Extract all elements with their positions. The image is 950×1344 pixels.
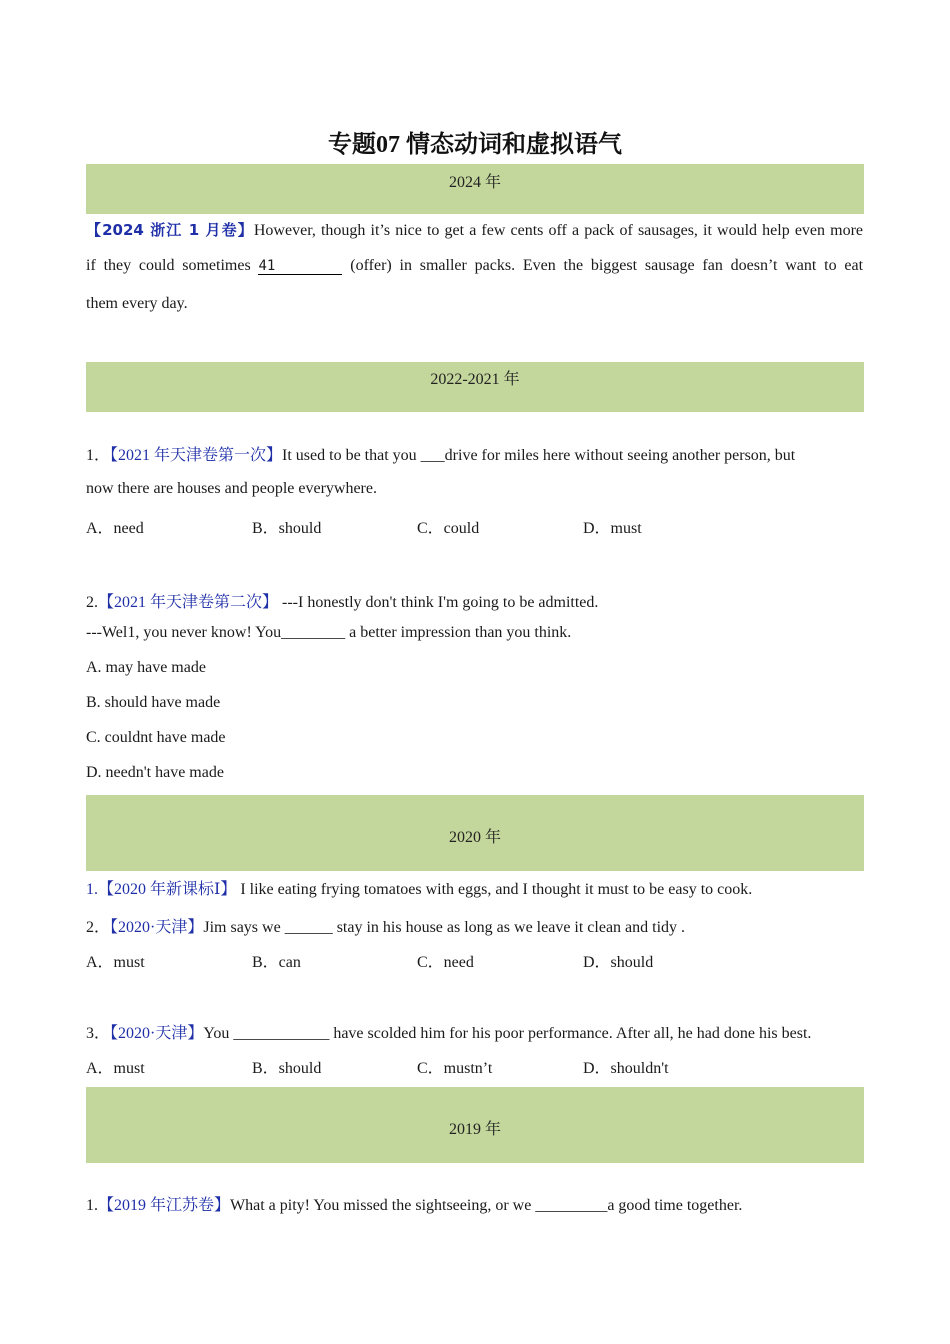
section-header-2020 [86, 795, 864, 871]
option-b: B．should [252, 1060, 322, 1077]
page-title: 专题07 情态动词和虚拟语气 [328, 132, 622, 158]
option-a: A．need [86, 520, 144, 537]
section-title: 2022-2021 年 [430, 371, 520, 388]
section-title: 2020 年 [448, 829, 501, 846]
options-row [86, 949, 786, 969]
question-2020-2 [86, 914, 685, 937]
section-header-2019 [86, 1087, 864, 1163]
question-2021-1-line2: now there are houses and people everywhere. [86, 480, 377, 497]
question-2024-line2 [86, 257, 863, 275]
question-2020-3 [86, 1020, 811, 1043]
question-number: 1. [86, 881, 98, 898]
answer-blank: 41 [258, 258, 342, 275]
option-d: D. needn't have made [86, 764, 224, 781]
option-c: C. couldnt have made [86, 729, 226, 746]
question-text: What a pity! You missed the sightseeing, or we _________a good time together. [230, 1197, 743, 1214]
section-title: 2024 年 [448, 174, 501, 191]
question-number: 3． [86, 1025, 111, 1042]
question-2021-1-line1 [86, 442, 795, 465]
option-b: B．should [252, 520, 322, 537]
question-number: 2． [86, 919, 111, 936]
option-b: B. should have made [86, 694, 221, 711]
option-a: A. may have made [86, 659, 206, 676]
section-header-2024 [86, 164, 864, 214]
section-title: 2019 年 [448, 1121, 501, 1138]
option-d: D．must [583, 520, 642, 537]
question-2020-1 [86, 876, 752, 899]
question-number: 2. [86, 594, 98, 611]
options-row [86, 1055, 786, 1075]
question-2024-line1 [86, 219, 863, 240]
section-header-2022-2021 [86, 362, 864, 412]
question-2021-2-line2: ---Wel1, you never know! You________ a better impression than you think. [86, 624, 572, 641]
question-source: 【2020 年新课标Ⅰ】 [98, 881, 237, 898]
question-number: 1. [86, 1197, 98, 1214]
option-c: C．need [417, 954, 474, 971]
question-source: 【2020·天津】 [110, 919, 204, 936]
option-b: B．can [252, 954, 301, 971]
question-text: However, though it’s nice to get a few cents off a pack of sausages, it would help even more [253, 222, 864, 239]
option-c: C．mustn’t [417, 1060, 493, 1077]
question-2021-2-line1 [86, 589, 598, 612]
question-text: if they could sometimes [86, 257, 251, 274]
option-a: A．must [86, 954, 145, 971]
question-source: 【2021 年天津卷第二次】 [98, 594, 279, 611]
question-text: Jim says we ______ stay in his house as long as we leave it clean and tidy . [203, 919, 686, 936]
question-text: I like eating frying tomatoes with eggs, and I thought it must to be easy to cook. [236, 881, 753, 898]
question-source: 【2021 年天津卷第一次】 [110, 447, 283, 464]
question-number: 1． [86, 447, 111, 464]
options-row [86, 515, 786, 535]
option-a: A．must [86, 1060, 145, 1077]
option-c: C．could [417, 520, 480, 537]
question-text: (offer) in smaller packs. Even the biggest sausage fan doesn’t want to eat [350, 257, 864, 274]
question-2019-1 [86, 1192, 742, 1215]
question-text: It used to be that you ___drive for miles here without seeing another person, but [282, 447, 796, 464]
question-source: 【2019 年江苏卷】 [98, 1197, 231, 1214]
option-d: D．should [583, 954, 654, 971]
question-source: 【2024 浙江 1 月卷】 [86, 221, 254, 239]
option-d: D．shouldn't [583, 1060, 669, 1077]
question-text: ---I honestly don't think I'm going to be admitted. [278, 594, 599, 611]
question-text: You ____________ have scolded him for his poor performance. After all, he had done his best. [203, 1025, 812, 1042]
question-source: 【2020·天津】 [110, 1025, 204, 1042]
question-2024-line3: them every day. [86, 295, 188, 312]
